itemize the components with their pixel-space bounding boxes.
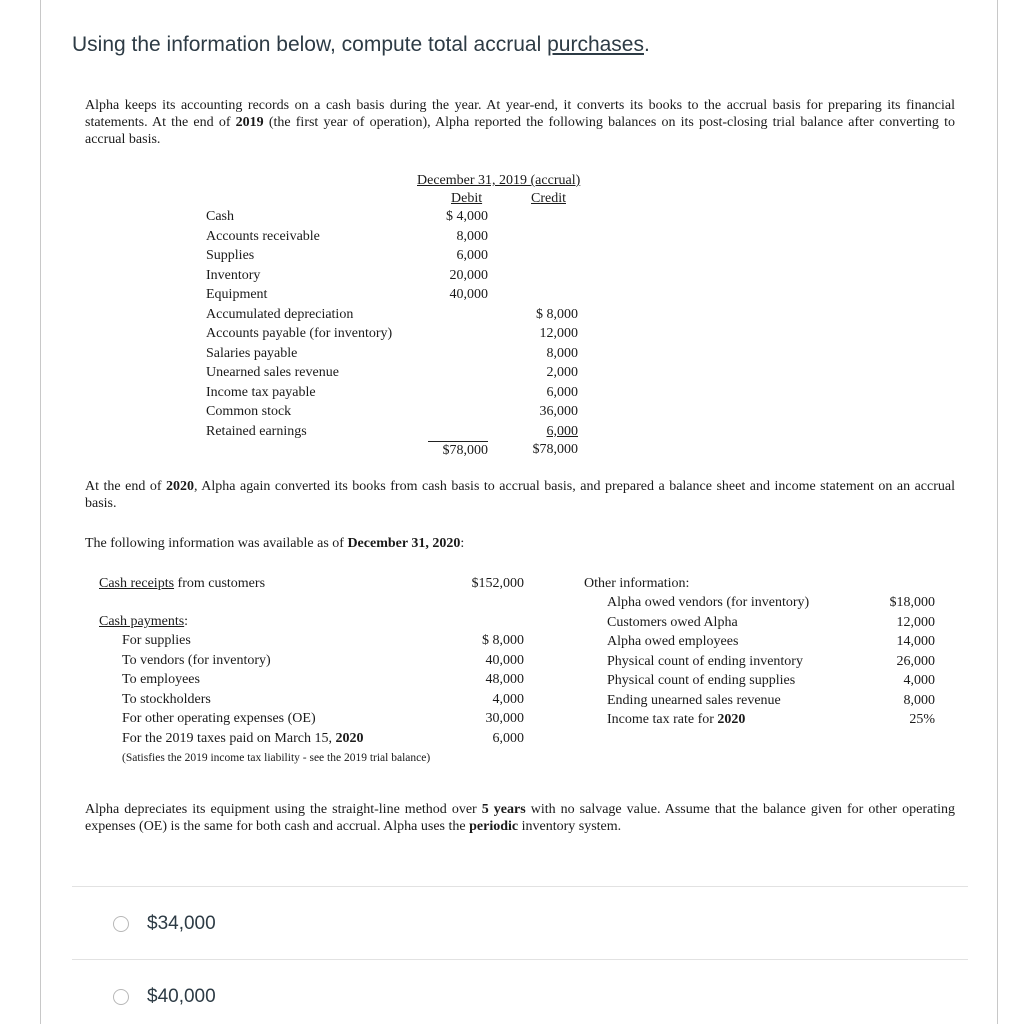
payment-label bbox=[122, 671, 200, 688]
other-info-value: 14,000 bbox=[896, 634, 935, 649]
other-info-value: 8,000 bbox=[903, 692, 935, 708]
taxes-note: (Satisfies the 2019 income tax liability - see the 2019 trial balance) bbox=[122, 752, 431, 764]
credit-amount: 6,000 bbox=[546, 384, 578, 400]
payment-label bbox=[122, 632, 191, 649]
account-name: Income tax payable bbox=[206, 384, 316, 400]
paragraph-2020 bbox=[85, 478, 955, 512]
payment-label-text: To stockholders bbox=[122, 691, 211, 707]
cash-payments-underlined: Cash payments bbox=[99, 614, 185, 629]
debit-amount: $ 4,000 bbox=[446, 209, 488, 224]
account-name: Supplies bbox=[206, 248, 255, 263]
p2-year: 2020 bbox=[166, 479, 195, 494]
payment-amount: $ 8,000 bbox=[482, 633, 524, 648]
cash-receipts-underlined: Cash receipts bbox=[99, 576, 175, 591]
other-info-label-text: Ending unearned sales revenue bbox=[607, 692, 781, 708]
other-info-title: Other information: bbox=[584, 576, 690, 591]
debit-amount: 6,000 bbox=[456, 248, 488, 263]
payment-label-text: For the 2019 taxes paid on March 15, bbox=[122, 730, 336, 746]
question-suffix: . bbox=[643, 33, 650, 56]
answer-label: $40,000 bbox=[147, 986, 216, 1007]
p4-periodic: periodic bbox=[469, 819, 519, 834]
trial-balance-header: December 31, 2019 (accrual) bbox=[417, 173, 581, 188]
payment-amount: 48,000 bbox=[485, 672, 524, 687]
intro-year: 2019 bbox=[235, 115, 264, 130]
p4-text-c: inventory system. bbox=[518, 819, 622, 834]
payment-amount: 40,000 bbox=[485, 652, 524, 668]
payment-amount: 6,000 bbox=[492, 730, 524, 746]
account-name: Unearned sales revenue bbox=[206, 365, 339, 380]
total-credit: $78,000 bbox=[532, 442, 578, 457]
payment-amount: 4,000 bbox=[492, 691, 524, 707]
other-info-value: $18,000 bbox=[889, 595, 935, 610]
intro-text-b: (the first year of operation), Alpha reported the following balances on its post-closing trial balance after converting to accrual basis. bbox=[85, 115, 955, 147]
payment-amount: 30,000 bbox=[485, 711, 524, 726]
p4-years: 5 years bbox=[481, 802, 526, 817]
other-info-label-text: Alpha owed vendors (for inventory) bbox=[607, 595, 810, 610]
depreciation-paragraph bbox=[85, 801, 955, 835]
other-info-label-text: Customers owed Alpha bbox=[607, 614, 738, 630]
debit-header: Debit bbox=[451, 191, 483, 206]
account-name: Salaries payable bbox=[206, 345, 298, 361]
payment-label-text: To employees bbox=[122, 672, 200, 687]
answer-option-1[interactable] bbox=[113, 913, 216, 935]
intro-text-a: Alpha keeps its accounting records on a cash basis during the year. At year-end, it converts its books to the accrual basis for preparing its financial statements. At the end of bbox=[85, 98, 955, 130]
cash-receipts-label bbox=[99, 575, 265, 592]
other-info-value: 25% bbox=[909, 712, 935, 727]
p3-date: December 31, 2020 bbox=[347, 536, 461, 551]
p2-text-b: , Alpha again converted its books from cash basis to accrual basis, and prepared a balance sheet and income statement on an accrual basis. bbox=[85, 479, 955, 511]
account-name: Inventory bbox=[206, 267, 261, 283]
other-info-value: 26,000 bbox=[896, 653, 935, 669]
cash-receipts-value: $152,000 bbox=[471, 576, 524, 591]
p4-text-b: with no salvage value. Assume that the balance given for other operating expenses (OE) is the same for both cash and accrual. Alpha uses the bbox=[85, 802, 955, 834]
p4-text-a: Alpha depreciates its equipment using the straight-line method over bbox=[85, 802, 482, 817]
payment-label bbox=[122, 652, 271, 669]
intro-paragraph bbox=[85, 97, 955, 148]
other-info-label-bold: 2020 bbox=[717, 712, 746, 727]
other-info-label bbox=[607, 614, 738, 631]
account-name: Retained earnings bbox=[206, 423, 307, 439]
payment-label-bold: 2020 bbox=[335, 730, 364, 746]
credit-amount: 2,000 bbox=[546, 365, 578, 380]
p2-text-a: At the end of bbox=[85, 479, 167, 494]
question-frame bbox=[40, 0, 998, 1024]
other-info-label bbox=[607, 594, 809, 611]
account-name: Equipment bbox=[206, 287, 268, 302]
debit-amount: 8,000 bbox=[456, 228, 488, 244]
account-name: Cash bbox=[206, 209, 234, 224]
account-name: Accounts receivable bbox=[206, 228, 320, 244]
radio-button[interactable] bbox=[113, 916, 129, 932]
other-info-label-text: Alpha owed employees bbox=[607, 634, 739, 649]
payment-label bbox=[122, 710, 316, 727]
cash-payments-colon: : bbox=[184, 614, 189, 629]
other-info-label bbox=[607, 692, 781, 709]
credit-amount: 12,000 bbox=[539, 326, 578, 341]
credit-amount: $ 8,000 bbox=[536, 306, 578, 322]
payment-label-text: For supplies bbox=[122, 633, 191, 648]
p3-text-b: : bbox=[460, 536, 465, 551]
other-info-label bbox=[607, 653, 803, 670]
cash-payments-label bbox=[99, 613, 188, 630]
credit-header: Credit bbox=[531, 191, 566, 206]
payment-label-text: For other operating expenses (OE) bbox=[122, 711, 316, 726]
purchases-link[interactable]: purchases bbox=[547, 33, 644, 56]
radio-button[interactable] bbox=[113, 989, 129, 1005]
credit-amount: 36,000 bbox=[539, 404, 578, 419]
divider-top bbox=[72, 886, 968, 887]
question-prefix: Using the information below, compute total accrual bbox=[72, 33, 548, 56]
other-info-label-text: Physical count of ending supplies bbox=[607, 673, 796, 688]
other-info-label bbox=[607, 711, 745, 728]
payment-label bbox=[122, 691, 211, 708]
answer-option-2[interactable] bbox=[113, 986, 216, 1008]
account-name: Common stock bbox=[206, 404, 292, 419]
p3-text-a: The following information was available as of bbox=[85, 536, 348, 551]
other-info-label-text: Physical count of ending inventory bbox=[607, 653, 803, 669]
credit-amount: 8,000 bbox=[546, 345, 578, 361]
other-info-label bbox=[607, 672, 795, 689]
account-name: Accounts payable (for inventory) bbox=[206, 326, 393, 341]
credit-amount: 6,000 bbox=[546, 423, 578, 439]
account-name: Accumulated depreciation bbox=[206, 306, 354, 322]
total-debit: $78,000 bbox=[428, 441, 488, 459]
other-info-value: 4,000 bbox=[903, 673, 935, 688]
other-info-label bbox=[607, 633, 738, 650]
divider-middle bbox=[72, 959, 968, 960]
info-as-of bbox=[85, 535, 464, 552]
other-info-label-text: Income tax rate for bbox=[607, 712, 718, 727]
debit-amount: 40,000 bbox=[449, 287, 488, 302]
question-title bbox=[72, 33, 650, 57]
answer-label: $34,000 bbox=[147, 913, 216, 934]
debit-amount: 20,000 bbox=[449, 267, 488, 283]
payment-label-text: To vendors (for inventory) bbox=[122, 652, 271, 668]
payment-label bbox=[122, 730, 363, 747]
cash-receipts-suffix: from customers bbox=[174, 576, 266, 591]
other-info-value: 12,000 bbox=[896, 614, 935, 630]
